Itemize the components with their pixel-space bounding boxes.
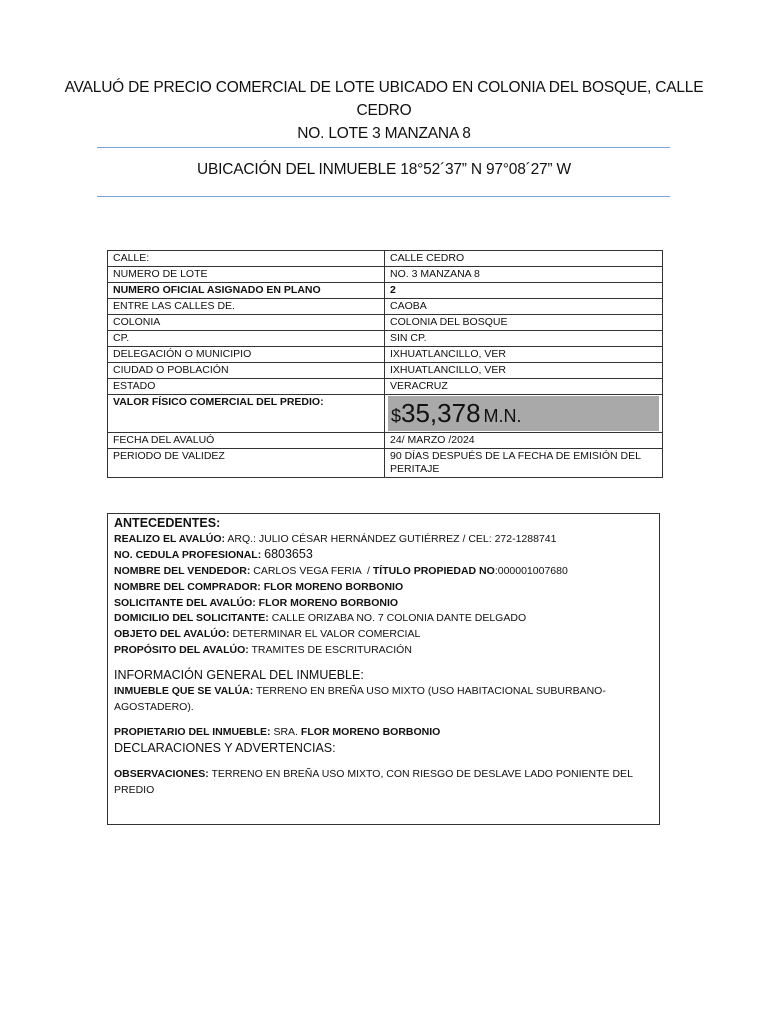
currency-symbol: $ (391, 406, 402, 426)
objeto-line (114, 627, 653, 643)
row-label: CP. (108, 331, 385, 347)
table-row (108, 433, 663, 449)
row-label: COLONIA (108, 315, 385, 331)
divider-bottom (97, 196, 670, 197)
realizo-label: REALIZO EL AVALÚO: (114, 532, 226, 545)
proposito-label: PROPÓSITO DEL AVALÚO: (114, 643, 249, 656)
observaciones-label: OBSERVACIONES: (114, 767, 209, 780)
vendedor-value: CARLOS VEGA FERIA (253, 565, 362, 578)
comprador-line: NOMBRE DEL COMPRADOR: FLOR MORENO BORBONIO (114, 580, 404, 593)
row-value: 2 (385, 283, 663, 299)
title-line-2: NO. LOTE 3 MANZANA 8 (297, 125, 471, 142)
row-label: ENTRE LAS CALLES DE. (108, 299, 385, 315)
table-row (108, 299, 663, 315)
table-row (108, 251, 663, 267)
property-table (107, 250, 663, 478)
observaciones-line (114, 767, 653, 798)
titulo-value: :000001007680 (494, 565, 568, 578)
propietario-label: PROPIETARIO DEL INMUEBLE: (114, 726, 271, 739)
observaciones-value: TERRENO EN BREÑA USO MIXTO, CON RIESGO DE DESLAVE LADO PONIENTE DEL PREDIO (114, 767, 633, 796)
info-general-heading: INFORMACIÓN GENERAL DEL INMUEBLE: (114, 668, 364, 683)
fecha-label: FECHA DEL AVALUÓ (108, 433, 385, 449)
vendedor-label: NOMBRE DEL VENDEDOR: (114, 565, 251, 578)
table-row (108, 363, 663, 379)
valor-row (108, 395, 663, 433)
table-row (108, 283, 663, 299)
vendedor-line (114, 564, 653, 580)
details-box (107, 513, 660, 825)
row-label: CALLE: (108, 251, 385, 267)
row-value: VERACRUZ (385, 379, 663, 395)
domicilio-line (114, 611, 653, 627)
location-heading: UBICACIÓN DEL INMUEBLE 18°52´37” N 97°08´27” W (197, 161, 571, 178)
valor-cell (385, 395, 663, 433)
row-value: SIN CP. (385, 331, 663, 347)
solicitante-line: SOLICITANTE DEL AVALÚO: FLOR MORENO BORBONIO (114, 596, 399, 609)
table-row (108, 315, 663, 331)
antecedentes-heading: ANTECEDENTES: (114, 516, 221, 530)
cedula-line (114, 547, 653, 564)
title-line-1: AVALUÓ DE PRECIO COMERCIAL DE LOTE UBICADO EN COLONIA DEL BOSQUE, CALLE CEDRO (64, 79, 704, 119)
row-value: IXHUATLANCILLO, VER (385, 347, 663, 363)
table-row (108, 347, 663, 363)
propietario-prefix: SRA. (273, 726, 298, 739)
realizo-value: ARQ.: JULIO CÉSAR HERNÁNDEZ GUTIÉRREZ / CEL: 272-1288741 (227, 532, 557, 545)
proposito-line (114, 643, 653, 659)
inmueble-value: TERRENO EN BREÑA USO MIXTO (USO HABITACIONAL SUBURBANO-AGOSTADERO). (114, 685, 606, 713)
cedula-value: 6803653 (264, 547, 313, 562)
row-label: ESTADO (108, 379, 385, 395)
titulo-separator: / (367, 565, 370, 578)
titulo-label: TÍTULO PROPIEDAD NO (372, 565, 495, 578)
row-value: CALLE CEDRO (385, 251, 663, 267)
realizo-line (114, 532, 653, 548)
proposito-value: TRAMITES DE ESCRITURACIÓN (251, 643, 412, 656)
valor-label: VALOR FÍSICO COMERCIAL DEL PREDIO: (108, 395, 385, 433)
document-title (40, 76, 728, 145)
row-value: NO. 3 MANZANA 8 (385, 267, 663, 283)
domicilio-value: CALLE ORIZABA NO. 7 COLONIA DANTE DELGADO (271, 612, 527, 625)
row-label: DELEGACIÓN O MUNICIPIO (108, 347, 385, 363)
validez-label: PERIODO DE VALIDEZ (108, 449, 385, 478)
row-value: COLONIA DEL BOSQUE (385, 315, 663, 331)
domicilio-label: DOMICILIO DEL SOLICITANTE: (114, 612, 269, 625)
table-row (108, 449, 663, 478)
table-row (108, 267, 663, 283)
fecha-value: 24/ MARZO /2024 (385, 433, 663, 449)
valor-suffix: M.N. (483, 406, 522, 426)
objeto-value: DETERMINAR EL VALOR COMERCIAL (232, 627, 421, 640)
row-label: NUMERO DE LOTE (108, 267, 385, 283)
row-label: CIUDAD O POBLACIÓN (108, 363, 385, 379)
row-value: IXHUATLANCILLO, VER (385, 363, 663, 379)
inmueble-label: INMUEBLE QUE SE VALÚA: (114, 685, 254, 698)
propietario-value: FLOR MORENO BORBONIO (300, 726, 441, 739)
row-label: NUMERO OFICIAL ASIGNADO EN PLANO (108, 283, 385, 299)
table-row (108, 331, 663, 347)
propietario-line (114, 725, 653, 741)
valor-amount: 35,378 (401, 398, 481, 428)
divider-top (97, 147, 670, 148)
row-value: CAOBA (385, 299, 663, 315)
valor-amount-box (388, 396, 659, 431)
declaraciones-heading: DECLARACIONES Y ADVERTENCIAS: (114, 741, 336, 756)
inmueble-line (114, 684, 653, 715)
cedula-label: NO. CEDULA PROFESIONAL: (114, 549, 262, 562)
table-row (108, 379, 663, 395)
objeto-label: OBJETO DEL AVALÚO: (114, 627, 230, 640)
validez-value: 90 DÍAS DESPUÉS DE LA FECHA DE EMISIÓN DEL PERITAJE (385, 449, 663, 478)
